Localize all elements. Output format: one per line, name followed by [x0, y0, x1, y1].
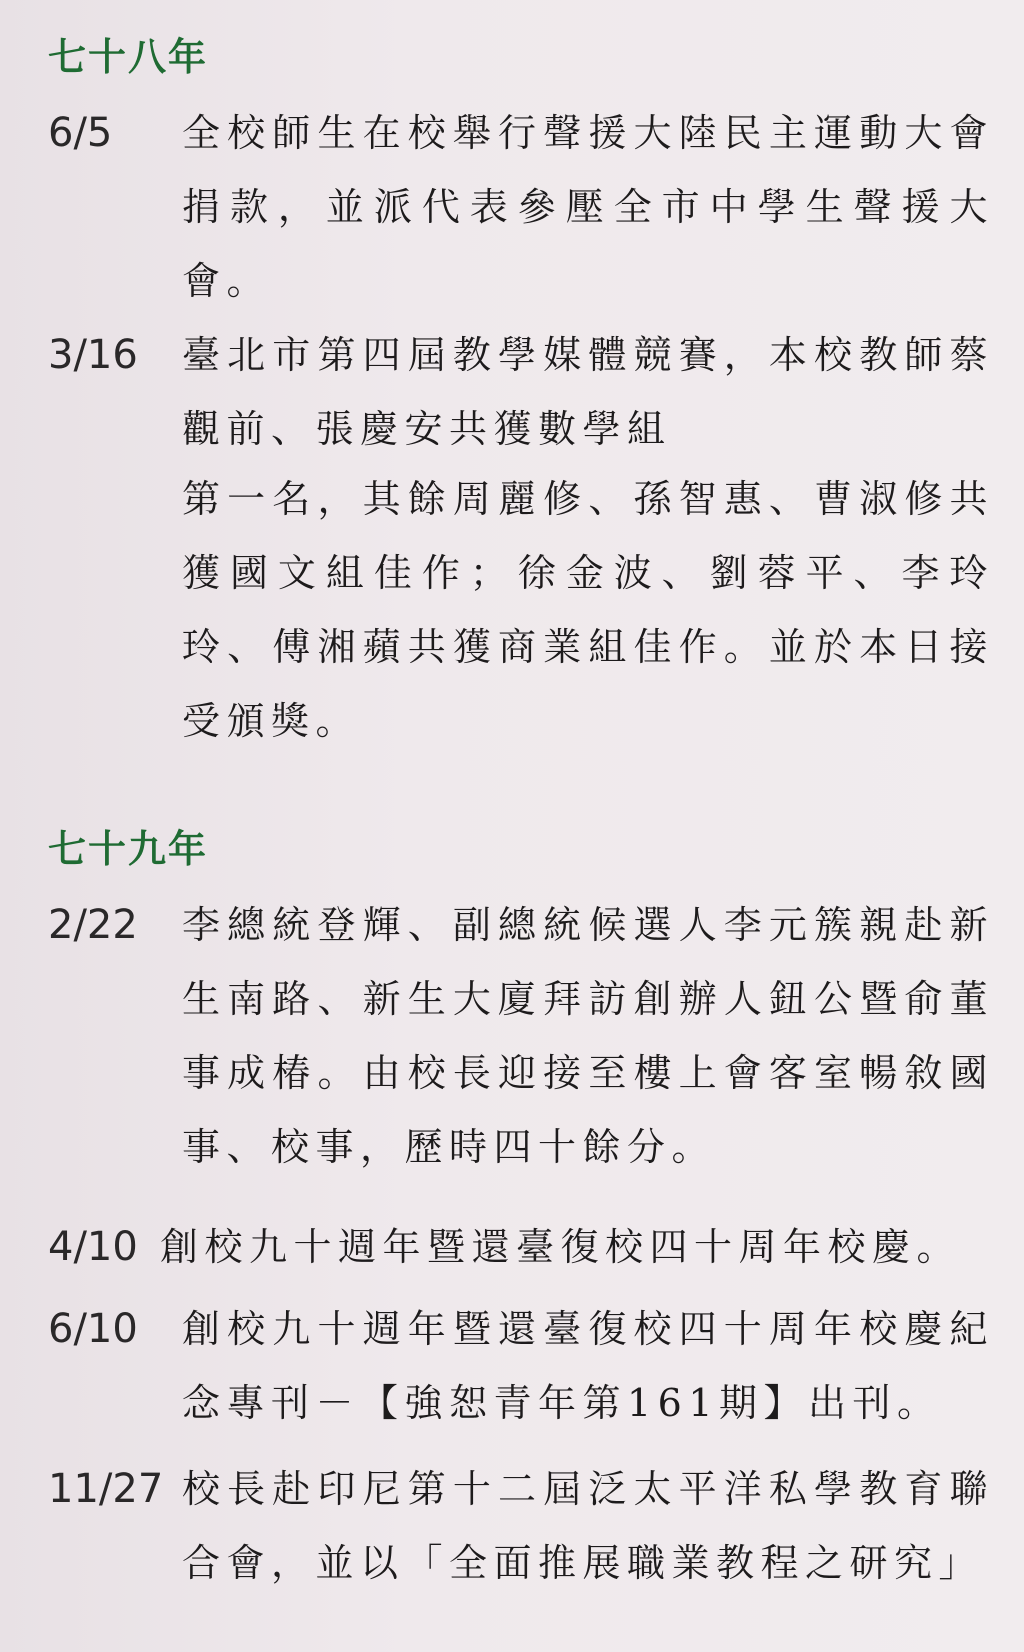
year-heading: 七十八年: [48, 35, 209, 79]
entry-text: [182, 318, 994, 758]
entry-paragraph: 創校九十週年暨還臺復校四十周年校慶。: [160, 1225, 962, 1269]
entry-date: 6/10: [48, 1306, 138, 1352]
entry-paragraph: 校長赴印尼第十二屆泛太平洋私學教育聯合會，並以「全面推展職業教程之研究」: [182, 1467, 994, 1585]
entry-date: 4/10: [48, 1224, 138, 1270]
entry-date: 6/5: [48, 110, 113, 156]
entry-text: [182, 1292, 994, 1440]
entry-date: 3/16: [48, 332, 138, 378]
year-heading: 七十九年: [48, 827, 209, 871]
entry-paragraph: 創校九十週年暨還臺復校四十周年校慶紀念專刊－【強恕青年第161期】出刊。: [182, 1307, 994, 1425]
entry-text: [160, 1210, 972, 1284]
entry-paragraph: 臺北市第四屆教學媒體競賽，本校教師蔡觀前、張慶安共獲數學組: [182, 333, 994, 451]
entry-text: [182, 888, 994, 1184]
entry-paragraph: 全校師生在校舉行聲援大陸民主運動大會捐款，並派代表參壓全市中學生聲援大會。: [182, 111, 994, 303]
entry-date: 2/22: [48, 902, 138, 948]
entry-paragraph: 李總統登輝、副總統候選人李元簇親赴新生南路、新生大廈拜訪創辦人鈕公暨俞董事成椿。由校長迎接至樓上會客室暢敘國事、校事，歷時四十餘分。: [182, 903, 994, 1169]
entry-text: [182, 96, 994, 318]
entry-text: [182, 1452, 994, 1600]
entry-paragraph: 第一名，其餘周麗修、孫智惠、曹淑修共獲國文組佳作；徐金波、劉蓉平、李玲玲、傅湘蘋共獲商業組佳作。並於本日接受頒獎。: [182, 477, 994, 743]
entry-date: 11/27: [48, 1466, 164, 1512]
